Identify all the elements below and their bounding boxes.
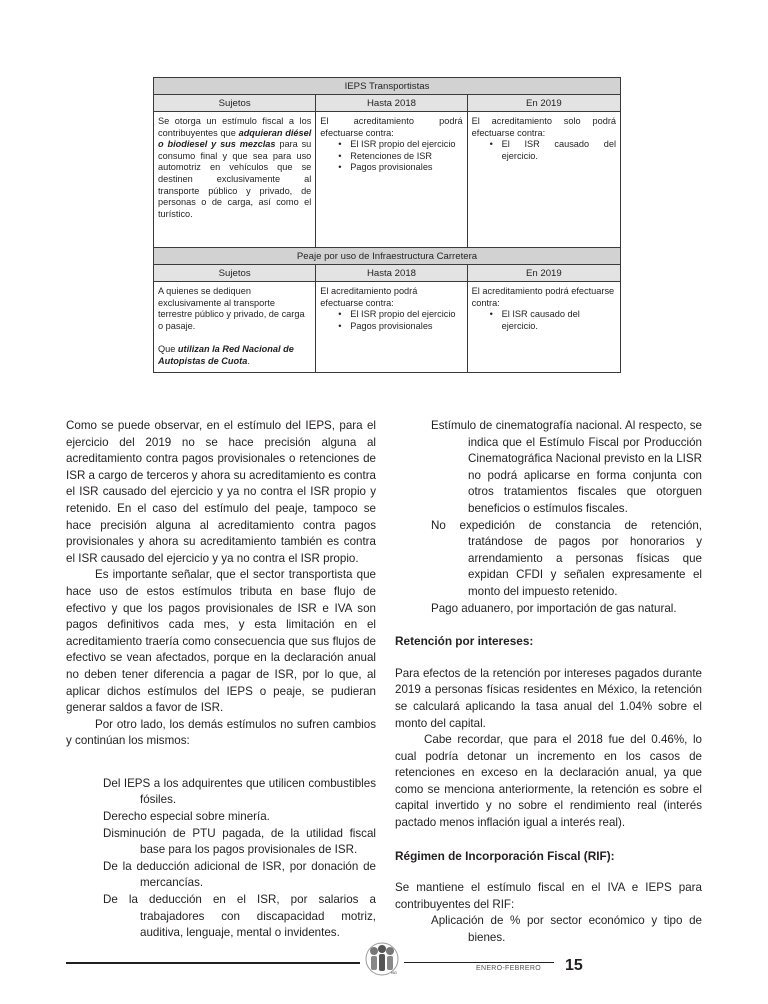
list-item: Derecho especial sobre minería. [103,810,270,824]
table-title: Peaje por uso de Infraestructura Carretera [154,248,620,265]
list-item: Estímulo de cinematografía nacional. Al respecto, se indica que el Estímulo Fiscal por Producción Cinematográfica Nacional previsto en la LISR no podrá aplicarse en forma conjunta con otros tratamientos fiscales que otorguen beneficios o estímulos fiscales. [431,419,702,515]
publisher-logo-icon [361,942,403,976]
list-item: Del IEPS a los adquirentes que utilicen combustibles fósiles. [103,776,376,807]
paragraph: Por otro lado, los demás estímulos no sufren cambios y continúan los mismos: [66,717,376,748]
list-item: Pago aduanero, por importación de gas natural. [431,601,677,615]
list-item: • Pagos provisionales [338,162,462,174]
list-item: De la deducción adicional de ISR, por donación de mercancías. [103,859,376,890]
paragraph: Para efectos de la retención por intereses pagados durante 2019 a personas físicas residentes en México, la retención se calculará aplicando la tasa anual del 1.04% sobre el monto del capital. [395,666,702,730]
col-header-sujetos: Sujetos [154,95,316,112]
right-column [395,418,702,947]
footer-rule [404,962,554,963]
emphasis-text: utilizan la Red Nacional de Autopistas de Cuota [158,343,294,366]
emphasis-text: adquieran diésel o biodiesel y sus mezclas [158,127,312,150]
cell-hasta-2018: El acreditamiento podrá efectuarse contra: • El ISR propio del ejercicio • Pagos provisionales [316,282,467,372]
list-item: No expedición de constancia de retención, tratándose de pagos por honorarios y arrendamiento a personas físicas que expidan CFDI y señalen expresamente el monto del impuesto retenido. [431,518,702,598]
list-item: • El ISR propio del ejercicio [338,139,462,151]
magazine-issue: ENERO-FEBRERO [476,965,541,972]
list-item: De la deducción en el ISR, por salarios a trabajadores con discapacidad motriz, auditiva, lenguaje, mental o invidentes. [103,893,376,940]
col-header-en-2019: En 2019 [468,265,620,282]
paragraph: Se mantiene el estímulo fiscal en el IVA e IEPS para contribuyentes del RIF: [395,881,702,911]
footer-rule [66,962,360,964]
table-ieps-transportistas [153,77,621,264]
cell-en-2019: El acreditamiento solo podrá efectuarse contra: • El ISR causado del ejercicio. [468,112,620,263]
cell-sujetos: Se otorga un estímulo fiscal a los contribuyentes que adquieran diésel o biodiesel y sus mezclas para su consumo final y que sea para uso automotriz en vehículos que se destinen exclusivamente al transporte público y privado, de personas o de carga, así como el turístico. [154,112,316,263]
list-item: • Pagos provisionales [338,321,462,333]
section-heading: Régimen de Incorporación Fiscal (RIF): [395,848,615,863]
paragraph: Como se puede observar, en el estímulo del IEPS, para el ejercicio del 2019 no se hace precisión alguna al acreditamiento contra pagos provisionales o retenciones de ISR a cargo de terceros y ahora su acreditamiento es contra el ISR causado del ejercicio y ya no contra el ISR propio y retenido. En el caso del estímulo del peaje, tampoco se hace precisión alguna al acreditamiento contra pagos provisionales y ahora su acreditamiento también es contra el ISR causado del ejercicio y ya no contra el ISR propio. [66,419,376,565]
left-column [66,418,376,942]
list-item: • El ISR propio del ejercicio [338,309,462,321]
cell-en-2019: El acreditamiento podrá efectuarse contra: • El ISR causado del ejercicio. [468,282,620,372]
list-item: Disminución de PTU pagada, de la utilidad fiscal base para los pagos provisionales de ISR. [103,826,376,857]
paragraph: Es importante señalar, que el sector transportista que hace uso de estos estímulos tributa en base flujo de efectivo y que los pagos provisionales de ISR e IVA son pagos definitivos cada mes, y esta limitación en el acreditamiento traería como consecuencia que sus flujos de efectivo se vean afectados, porque en la declaración anual no deben tener diferencia a pagar de ISR, por lo que, al aplicar dichos estímulos del IEPS o peaje, se pudieran generar saldos a favor de ISR. [66,568,376,715]
list-item: • El ISR causado del ejercicio. [490,139,616,162]
col-header-hasta-2018: Hasta 2018 [316,95,467,112]
svg-text:NG: NG [391,970,397,975]
paragraph: Cabe recordar, que para el 2018 fue del 0.46%, lo cual podría detonar un incremento en los casos de retenciones en exceso en la declaración anual, ya que como se menciona anteriormente, la retención es sobre el capital invertido y no sobre el rendimiento real (interés pactado menos inflación igual a interés real). [395,733,702,830]
table-title: IEPS Transportistas [154,78,620,95]
list-item: • Retenciones de ISR [338,151,462,163]
table-peaje [153,247,621,373]
list-item: • El ISR causado del ejercicio. [490,309,616,332]
cell-sujetos: A quienes se dediquen exclusivamente al transporte terrestre público y privado, de carga o pasaje. Que utilizan la Red Nacional de Autopistas de Cuota. [154,282,316,372]
col-header-en-2019: En 2019 [468,95,620,112]
cell-hasta-2018: El acreditamiento podrá efectuarse contra: • El ISR propio del ejercicio • Retenciones de ISR • Pagos provisionales [316,112,467,263]
stimulus-list [431,418,702,617]
section-heading: Retención por intereses: [395,634,534,649]
stimulus-list [103,776,376,942]
page-number: 15 [565,957,583,974]
col-header-sujetos: Sujetos [154,265,316,282]
list-item: Aplicación de % por sector económico y tipo de bienes. [431,914,702,945]
col-header-hasta-2018: Hasta 2018 [316,265,467,282]
